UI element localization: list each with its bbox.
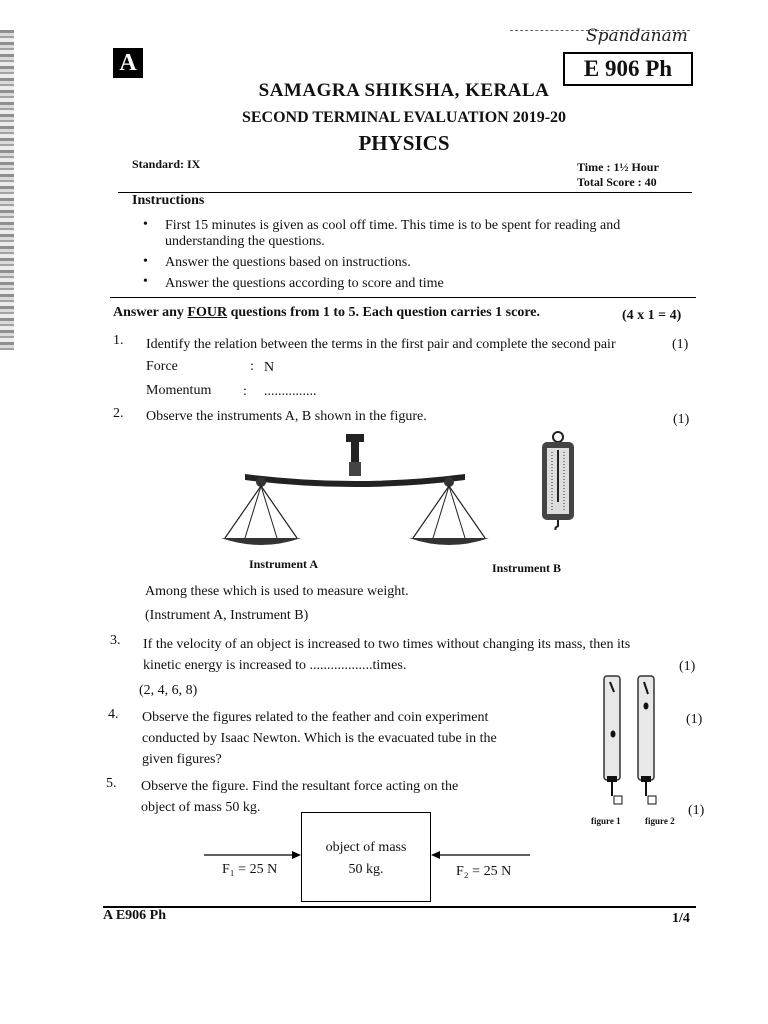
instrument-b-label: Instrument B: [492, 561, 562, 575]
signature: Spandanam: [586, 26, 688, 46]
pair-sep: :: [243, 384, 247, 399]
total-score-label: Total Score : 40: [577, 175, 657, 189]
question-score: (1): [673, 412, 690, 427]
instruction-item: Answer the questions according to score and time: [165, 276, 444, 291]
org-title: SAMAGRA SHIKSHA, KERALA: [258, 80, 550, 101]
section-marks: (4 x 1 = 4): [622, 308, 682, 323]
pair-value: ...............: [264, 384, 317, 399]
pair-value: N: [264, 360, 275, 375]
instruction-item: Answer the questions based on instructions.: [165, 255, 411, 270]
pair-term: Force: [146, 359, 178, 374]
question-number: 4.: [108, 707, 119, 722]
section-heading: [113, 305, 540, 321]
question-score: (1): [672, 337, 689, 352]
common-balance-figure: [215, 430, 495, 560]
question-text: Identify the relation between the terms in the first pair and complete the second pair: [146, 337, 616, 352]
set-letter-badge: A: [113, 48, 143, 78]
figure-2-label: figure 2: [645, 816, 675, 826]
instrument-a-label: Instrument A: [249, 557, 319, 571]
bullet-icon: •: [143, 274, 148, 289]
question-number: 1.: [113, 333, 124, 348]
page-number: 1/4: [672, 911, 690, 926]
question-text: Observe the figures related to the feather and coin experiment: [142, 710, 489, 725]
instructions-title: Instructions: [132, 193, 205, 208]
force-f2-label: F₂ = 25 N: [456, 864, 512, 879]
instruction-item: First 15 minutes is given as cool off time. This time is to be spent for reading and: [165, 218, 621, 233]
question-number: 5.: [106, 776, 117, 791]
bullet-icon: •: [143, 217, 148, 232]
question-options: (2, 4, 6, 8): [139, 683, 198, 698]
question-text: If the velocity of an object is increased to two times without changing its mass, then its: [143, 637, 631, 652]
feather-coin-tubes-figure: [598, 672, 670, 810]
footer-divider: [103, 906, 696, 908]
force-arrows: [202, 848, 532, 862]
pair-term: Momentum: [146, 383, 212, 398]
question-text: Observe the instruments A, B shown in the figure.: [146, 409, 427, 424]
question-text: kinetic energy is increased to ..................times.: [143, 658, 407, 673]
force-f1-label: F₁ = 25 N: [222, 862, 278, 877]
exam-title: SECOND TERMINAL EVALUATION 2019-20: [241, 109, 567, 126]
question-text: given figures?: [142, 752, 222, 767]
object-label-line2: 50 kg.: [348, 862, 384, 877]
bullet-icon: •: [143, 254, 148, 269]
question-text: object of mass 50 kg.: [141, 800, 261, 815]
question-number: 2.: [113, 406, 124, 421]
section-rest: questions from 1 to 5. Each question carries 1 score.: [230, 305, 541, 320]
footer-code: A E906 Ph: [103, 908, 167, 923]
question-text: Observe the figure. Find the resultant force acting on the: [141, 779, 459, 794]
instructions-divider: [110, 297, 696, 298]
pair-sep: :: [250, 359, 254, 374]
question-subtext: Among these which is used to measure weight.: [145, 584, 409, 599]
scan-edge: [0, 30, 14, 350]
instruction-item: understanding the questions.: [165, 234, 325, 249]
question-score: (1): [686, 712, 703, 727]
section-highlight: FOUR: [187, 305, 228, 320]
paper-code: E 906 Ph: [563, 52, 693, 86]
standard-label: Standard: IX: [132, 157, 201, 171]
question-score: (1): [688, 803, 705, 818]
time-label: Time : 1½ Hour: [577, 160, 659, 174]
object-label-line1: object of mass: [325, 840, 407, 855]
figure-1-label: figure 1: [591, 816, 621, 826]
spring-balance-figure: [532, 430, 584, 530]
section-prefix: Answer any: [113, 305, 184, 320]
question-text: conducted by Isaac Newton. Which is the evacuated tube in the: [142, 731, 497, 746]
subject-title: PHYSICS: [358, 131, 450, 155]
question-options: (Instrument A, Instrument B): [145, 608, 309, 623]
question-score: (1): [679, 659, 696, 674]
question-number: 3.: [110, 633, 121, 648]
